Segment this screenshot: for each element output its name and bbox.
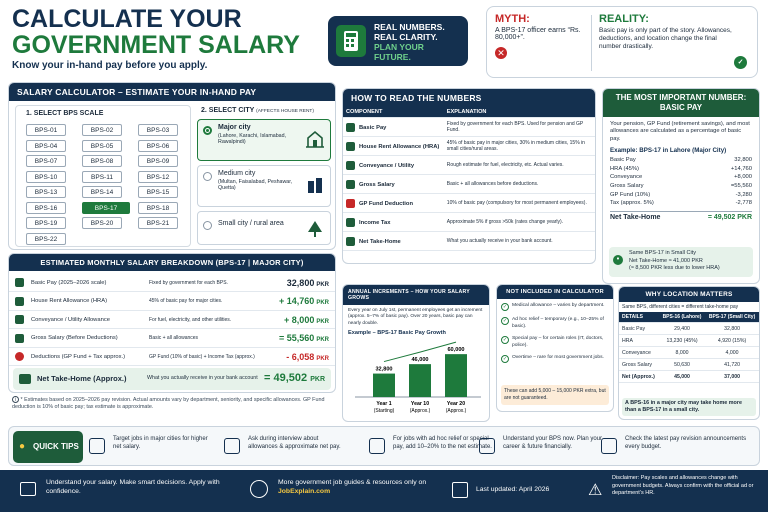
tick-label-sub: (Approx.) bbox=[409, 408, 431, 414]
check-circle-icon: ✓ bbox=[502, 337, 508, 343]
important-example: Example: BPS-17 in Lahore (Major City) bbox=[610, 147, 727, 155]
row-amount: + 8,000 bbox=[284, 314, 315, 325]
row-amount: - 6,058 bbox=[286, 351, 315, 362]
city-step-note: (AFFECTS HOUSE RENT) bbox=[256, 109, 314, 114]
table-row bbox=[343, 175, 595, 194]
myth-text: A BPS-17 officer earns “Rs. 80,000+”. bbox=[495, 27, 581, 41]
row-unit: PKR bbox=[316, 318, 329, 325]
bps-option[interactable]: BPS-13 bbox=[26, 186, 66, 198]
tips-label-box bbox=[13, 431, 83, 463]
city-desc: (Multan, Faisalabad, Peshawar, Quetta) bbox=[218, 179, 293, 191]
important-net-value: = 49,502 PKR bbox=[707, 213, 752, 221]
example-value: -2,778 bbox=[735, 200, 752, 207]
location-pin-icon: • bbox=[613, 255, 623, 265]
title-subtitle: Know your in-hand pay before you apply. bbox=[12, 60, 208, 71]
table-row bbox=[619, 359, 759, 371]
check-circle-icon: ✓ bbox=[502, 318, 508, 324]
increments-header: ANNUAL INCREMENTS – HOW YOUR SALARY GROWS bbox=[343, 285, 489, 305]
table-cell: 50,630 bbox=[659, 359, 705, 371]
car-icon bbox=[15, 315, 24, 324]
bps-option[interactable]: BPS-21 bbox=[138, 217, 178, 229]
reality-heading: REALITY: bbox=[599, 13, 649, 25]
col-component: COMPONENT bbox=[343, 107, 444, 118]
banner bbox=[328, 16, 468, 66]
banner-line-2: REAL CLARITY. bbox=[374, 32, 438, 42]
table-header-row bbox=[619, 312, 759, 323]
component-name: Income Tax bbox=[359, 219, 391, 226]
globe-icon bbox=[250, 480, 268, 498]
component-name: Net Take-Home bbox=[359, 238, 401, 245]
divider bbox=[591, 15, 592, 71]
component-name: GP Fund Deduction bbox=[359, 200, 413, 207]
howto-header: HOW TO READ THE NUMBERS bbox=[343, 89, 595, 107]
component-cell bbox=[343, 118, 444, 137]
row-unit: PKR bbox=[316, 281, 329, 288]
example-value: 32,800 bbox=[734, 157, 752, 164]
footer-item-2 bbox=[250, 478, 440, 496]
example-value: +14,760 bbox=[730, 165, 752, 172]
example-key: Tax (approx. 5%) bbox=[610, 200, 654, 207]
bps-option[interactable]: BPS-18 bbox=[138, 202, 178, 214]
row-label: House Rent Allowance (HRA) bbox=[31, 298, 108, 305]
column-header: DETAILS bbox=[619, 312, 659, 323]
bps-option[interactable]: BPS-08 bbox=[82, 155, 122, 167]
tip-text: Check the latest pay revision announcements every budget. bbox=[625, 436, 747, 450]
bps-option[interactable]: BPS-17 bbox=[82, 202, 130, 214]
myth-box bbox=[495, 13, 585, 59]
building-icon bbox=[224, 438, 240, 454]
footer-item-1 bbox=[20, 478, 220, 496]
table-cell: 32,800 bbox=[705, 323, 759, 335]
example-value: -3,280 bbox=[735, 191, 752, 198]
table-cell: HRA bbox=[619, 335, 659, 347]
bps-option[interactable]: BPS-16 bbox=[26, 202, 66, 214]
breakdown-row bbox=[9, 330, 335, 348]
table-row bbox=[343, 156, 595, 175]
table-cell: Conveyance bbox=[619, 347, 659, 359]
quick-tips bbox=[8, 426, 760, 466]
bps-option[interactable]: BPS-05 bbox=[82, 140, 122, 152]
city-panel bbox=[197, 105, 331, 247]
city-desc: (Lahore, Karachi, Islamabad, Rawalpindi) bbox=[218, 133, 287, 145]
location-note: A BPS-16 in a major city may take home more than a BPS-17 in a small city. bbox=[622, 398, 756, 416]
footer-text-2 bbox=[278, 478, 440, 496]
row-note: 45% of basic pay for major cities. bbox=[149, 298, 223, 305]
table-cell: Gross Salary bbox=[619, 359, 659, 371]
footer-item-4 bbox=[588, 475, 762, 498]
example-row bbox=[610, 165, 752, 174]
table-row bbox=[343, 213, 595, 232]
bps-option[interactable]: BPS-22 bbox=[26, 233, 66, 245]
notincluded-header: NOT INCLUDED IN CALCULATOR bbox=[497, 285, 613, 299]
book-icon bbox=[20, 482, 36, 496]
check-icon: ✓ bbox=[734, 56, 747, 69]
not-included bbox=[496, 284, 614, 412]
chart-icon bbox=[479, 438, 495, 454]
important-net bbox=[610, 211, 752, 221]
row-unit: PKR bbox=[316, 337, 329, 344]
row-unit: PKR bbox=[316, 355, 329, 362]
row-amount: + 14,760 bbox=[279, 296, 315, 307]
radio-selected[interactable] bbox=[203, 126, 212, 135]
calculator-icon bbox=[336, 25, 366, 57]
bps-option[interactable]: BPS-07 bbox=[26, 155, 66, 167]
component-cell bbox=[343, 213, 444, 232]
arrow-down-icon bbox=[346, 199, 355, 208]
table-cell: 45,000 bbox=[659, 371, 705, 383]
example-key: Conveyance bbox=[610, 174, 643, 181]
net-label: Net Take-Home (Approx.) bbox=[37, 374, 127, 383]
table-cell: 8,000 bbox=[659, 347, 705, 359]
component-cell bbox=[343, 156, 444, 175]
row-value bbox=[279, 333, 329, 343]
footer bbox=[0, 470, 768, 512]
check-circle-icon: ✓ bbox=[502, 304, 508, 310]
row-value bbox=[284, 315, 329, 325]
tip-text: Understand your BPS now. Plan your career & future financially. bbox=[503, 436, 603, 450]
row-value bbox=[287, 278, 329, 288]
footer-text-2a: More government job guides & resources only on bbox=[278, 479, 427, 486]
important-header: THE MOST IMPORTANT NUMBER: BASIC PAY bbox=[603, 89, 759, 117]
title-line-1: CALCULATE YOUR bbox=[12, 5, 242, 33]
shield-icon bbox=[601, 438, 617, 454]
why-location-matters bbox=[618, 286, 760, 420]
table-cell: 4,920 (15%) bbox=[705, 335, 759, 347]
list-item bbox=[501, 317, 609, 330]
example-key: GP Fund (10%) bbox=[610, 191, 651, 198]
data-label: 46,000 bbox=[411, 357, 429, 364]
calculator-icon bbox=[15, 334, 24, 343]
document-icon bbox=[369, 438, 385, 454]
list-item-text: Ad hoc relief – temporary (e.g., 10–25% of basic). bbox=[512, 317, 604, 329]
important-rows bbox=[603, 156, 759, 208]
table-cell: Net (Approx.) bbox=[619, 371, 659, 383]
row-value bbox=[279, 296, 329, 306]
breakdown-row bbox=[9, 293, 335, 311]
row-amount: 32,800 bbox=[286, 277, 315, 288]
net-amount: = 49,502 bbox=[264, 372, 308, 384]
component-name: House Rent Allowance (HRA) bbox=[359, 143, 440, 150]
data-label: 32,800 bbox=[375, 366, 393, 373]
footer-text-1: Understand your salary. Make smart decisions. Apply with confidence. bbox=[46, 479, 220, 495]
net-note: What you actually receive in your bank account bbox=[147, 375, 258, 381]
explanation-cell: Approximate 5% if gross >50k (rates change yearly). bbox=[444, 213, 595, 232]
table-cell: 4,000 bbox=[705, 347, 759, 359]
explanation-cell: 10% of basic pay (compulsory for most permanent employees). bbox=[444, 194, 595, 213]
increments-text: Every year on July 1st, permanent employees get an increment (approx. 5–7% of basic pay). Over 20 years, basic pay can nearly double. bbox=[348, 308, 483, 326]
example-row bbox=[610, 182, 752, 191]
row-note: GP Fund (10% of basic) + Income Tax (approx.) bbox=[149, 353, 255, 360]
breakdown-row bbox=[9, 274, 335, 292]
location-header: WHY LOCATION MATTERS bbox=[619, 287, 759, 302]
footer-text-3: Last updated: April 2026 bbox=[476, 486, 550, 493]
city-name: Medium city bbox=[218, 170, 256, 177]
bar bbox=[409, 364, 431, 397]
city-name: Major city bbox=[218, 124, 251, 131]
table-row bbox=[619, 371, 759, 383]
location-sub: Same BPS, different cities = different take-home pay bbox=[622, 304, 739, 310]
tick-label: Year 10 bbox=[410, 401, 430, 407]
title-line-2: GOVERNMENT SALARY bbox=[12, 31, 300, 59]
net-value bbox=[264, 372, 325, 384]
example-row bbox=[610, 199, 752, 208]
bank-icon bbox=[15, 278, 24, 287]
tick-label: Year 20 bbox=[446, 401, 466, 407]
row-note: Basic + all allowances bbox=[149, 335, 199, 342]
warning-icon: ⚠ bbox=[588, 482, 603, 499]
example-row bbox=[610, 156, 752, 165]
example-key: Gross Salary bbox=[610, 183, 644, 189]
bps-panel bbox=[15, 105, 191, 247]
salary-calculator bbox=[8, 82, 336, 250]
annual-increments bbox=[342, 284, 490, 422]
row-note: Fixed by government for each BPS. bbox=[149, 279, 228, 286]
page-title bbox=[12, 6, 332, 71]
row-label: Basic Pay (2025–2026 scale) bbox=[31, 279, 107, 286]
money-icon bbox=[346, 123, 355, 132]
banner-line-3: PLAN YOUR FUTURE. bbox=[374, 42, 424, 62]
banner-line-1: REAL NUMBERS. bbox=[374, 22, 445, 32]
bps-step-title: 1. SELECT BPS SCALE bbox=[26, 110, 104, 117]
small-city-line-3: (≈ 8,500 PKR less due to lower HRA) bbox=[629, 265, 720, 272]
net-unit: PKR bbox=[310, 376, 325, 383]
example-key: Basic Pay bbox=[610, 157, 636, 164]
example-value: +8,000 bbox=[734, 174, 752, 181]
table-row bbox=[343, 194, 595, 213]
table-row bbox=[343, 232, 595, 251]
example-key: HRA (45%) bbox=[610, 165, 639, 172]
footer-item-3 bbox=[452, 482, 582, 498]
table-cell: 41,720 bbox=[705, 359, 759, 371]
important-net-label: Net Take-Home bbox=[610, 213, 661, 221]
bps-option[interactable]: BPS-20 bbox=[82, 217, 122, 229]
coins-icon bbox=[346, 180, 355, 189]
row-label: Deductions (GP Fund + Tax approx.) bbox=[31, 353, 126, 360]
medium-city-icon bbox=[305, 176, 325, 194]
small-city-line-2: Net Take-Home ≈ 41,000 PKR bbox=[629, 257, 703, 264]
row-value bbox=[286, 352, 329, 362]
calendar-icon bbox=[452, 482, 468, 498]
house-icon bbox=[346, 142, 355, 151]
lightbulb-icon: ● bbox=[19, 441, 26, 452]
breakdown-row bbox=[9, 348, 335, 366]
small-city-box bbox=[609, 247, 753, 277]
example-row bbox=[610, 191, 752, 200]
wrong-icon: ✕ bbox=[495, 47, 507, 59]
list-item-text: Special pay – for certain roles (IT, doctors, police). bbox=[512, 336, 604, 348]
component-cell bbox=[343, 137, 444, 156]
bps-option[interactable]: BPS-01 bbox=[26, 124, 66, 136]
bps-option[interactable]: BPS-19 bbox=[26, 217, 66, 229]
table-row bbox=[619, 323, 759, 335]
reality-box bbox=[599, 13, 749, 51]
tick-label-sub: (Approx.) bbox=[445, 408, 467, 414]
house-icon bbox=[15, 297, 24, 306]
small-city-line-1: Same BPS-17 in Small City bbox=[629, 250, 696, 256]
notincluded-note: These can add 5,000 – 15,000 PKR extra, but are not guaranteed. bbox=[501, 385, 609, 405]
bar bbox=[373, 374, 395, 397]
explanation-cell: 45% of basic pay in major cities, 30% in medium cities, 15% in small cities/rural areas. bbox=[444, 137, 595, 156]
table-row bbox=[343, 118, 595, 137]
footer-text-4: Disclaimer: Pay scales and allowances change with government budgets. Always confirm with the official ad or department’s HR. bbox=[612, 475, 754, 496]
table-row bbox=[619, 335, 759, 347]
breakdown-header: ESTIMATED MONTHLY SALARY BREAKDOWN (BPS-17 | MAJOR CITY) bbox=[9, 254, 335, 271]
info-icon: i bbox=[12, 396, 19, 403]
component-cell bbox=[343, 232, 444, 251]
component-cell bbox=[343, 175, 444, 194]
bps-option[interactable]: BPS-03 bbox=[138, 124, 178, 136]
city-option-medium[interactable] bbox=[197, 165, 331, 207]
table-cell: 37,000 bbox=[705, 371, 759, 383]
bps-option[interactable]: BPS-14 bbox=[82, 186, 122, 198]
list-item-text: Overtime – rare for most government jobs. bbox=[512, 355, 604, 360]
table-cell: Basic Pay bbox=[619, 323, 659, 335]
row-note: For fuel, electricity, and other utilities. bbox=[149, 316, 232, 323]
increment-chart bbox=[345, 337, 489, 421]
reality-text: Basic pay is only part of the story. Allowances, deductions, and location change the final number drastically. bbox=[599, 27, 732, 50]
table-row bbox=[343, 137, 595, 156]
myth-reality-card bbox=[486, 6, 758, 78]
city-name: Small city / rural area bbox=[218, 220, 284, 227]
large-city-icon bbox=[305, 130, 325, 148]
explanation-cell: Basic + all allowances before deductions. bbox=[444, 175, 595, 194]
bps-option[interactable]: BPS-04 bbox=[26, 140, 66, 152]
radio-unselected[interactable] bbox=[203, 172, 212, 181]
col-explanation: EXPLANATION bbox=[444, 107, 595, 118]
row-unit: PKR bbox=[316, 300, 329, 307]
footnote-text: * Estimates based on 2025–2026 pay revision. Actual amounts vary by department, seniority, and specific allowances. GP Fund deduction is 10% of basic pay; tax estimate is approximate. bbox=[12, 397, 325, 410]
tick-label: Year 1 bbox=[376, 401, 392, 407]
bps-option[interactable]: BPS-15 bbox=[138, 186, 178, 198]
breakdown-footnote bbox=[12, 396, 332, 411]
bar bbox=[445, 354, 467, 397]
city-step-label: 2. SELECT CITY bbox=[201, 107, 255, 114]
column-header: BPS-16 (Lahore) bbox=[659, 312, 705, 323]
bps-option[interactable]: BPS-10 bbox=[26, 171, 66, 183]
row-label: Gross Salary (Before Deductions) bbox=[31, 335, 118, 342]
list-item bbox=[501, 303, 609, 311]
radio-unselected[interactable] bbox=[203, 221, 212, 230]
bps-option[interactable]: BPS-09 bbox=[138, 155, 178, 167]
explanation-cell: Rough estimate for fuel, electricity, etc. Actual varies. bbox=[444, 156, 595, 175]
explanation-cell: Fixed by government for each BPS. Used for pension and GP Fund. bbox=[444, 118, 595, 137]
table-cell: 13,230 (45%) bbox=[659, 335, 705, 347]
bank-icon bbox=[346, 218, 355, 227]
tip-text: Target jobs in major cities for higher net salary. bbox=[113, 436, 208, 450]
check-circle-icon: ✓ bbox=[502, 356, 508, 362]
component-name: Basic Pay bbox=[359, 124, 387, 131]
location-table bbox=[619, 312, 759, 383]
city-step-title bbox=[201, 107, 314, 114]
component-cell bbox=[343, 194, 444, 213]
bps-option[interactable]: BPS-02 bbox=[82, 124, 122, 136]
salary-breakdown bbox=[8, 253, 336, 393]
minus-icon bbox=[15, 352, 24, 361]
column-header: BPS-17 (Small City) bbox=[705, 312, 759, 323]
component-name: Conveyance / Utility bbox=[359, 162, 415, 169]
city-option-small[interactable] bbox=[197, 211, 331, 245]
table-row bbox=[619, 347, 759, 359]
breakdown-row bbox=[9, 311, 335, 329]
howto-table bbox=[343, 107, 595, 251]
list-item bbox=[501, 355, 609, 363]
city-option-major[interactable] bbox=[197, 119, 331, 161]
row-label: Conveyance / Utility Allowance bbox=[31, 316, 110, 323]
calculator-header: SALARY CALCULATOR – ESTIMATE YOUR IN-HAND PAY bbox=[9, 83, 335, 101]
component-name: Gross Salary bbox=[359, 181, 395, 188]
data-label: 60,000 bbox=[447, 347, 465, 354]
net-take-home-row bbox=[13, 368, 331, 390]
example-value: =55,560 bbox=[730, 183, 752, 189]
wallet-icon bbox=[346, 237, 355, 246]
important-text: Your pension, GP Fund (retirement savings), and most allowances are calculated as a percentage of basic pay. bbox=[610, 121, 750, 142]
row-amount: = 55,560 bbox=[279, 333, 315, 344]
how-to-read bbox=[342, 88, 596, 264]
list-item-text: Medical allowance – varies by department. bbox=[512, 303, 605, 308]
myth-heading: MYTH: bbox=[495, 13, 530, 25]
wallet-icon bbox=[19, 374, 31, 384]
location-pin-icon bbox=[89, 438, 105, 454]
bps-option[interactable]: BPS-11 bbox=[82, 171, 122, 183]
bps-option[interactable]: BPS-12 bbox=[138, 171, 178, 183]
tree-icon bbox=[305, 220, 325, 238]
chart-title: Example – BPS-17 Basic Pay Growth bbox=[348, 330, 446, 337]
bps-option[interactable]: BPS-06 bbox=[138, 140, 178, 152]
car-icon bbox=[346, 161, 355, 170]
site-link[interactable]: JobExplain.com bbox=[278, 488, 331, 495]
tip-text: Ask during interview about allowances & approximate net pay. bbox=[248, 436, 341, 450]
tick-label-sub: (Starting) bbox=[373, 408, 395, 414]
basic-pay-card bbox=[602, 88, 760, 284]
example-row bbox=[610, 173, 752, 182]
tip-text: For jobs with ad hoc relief or special pay, add 10–20% to the net estimate. bbox=[393, 436, 492, 450]
tips-label: QUICK TIPS bbox=[33, 442, 79, 451]
explanation-cell: What you actually receive in your bank account. bbox=[444, 232, 595, 251]
table-cell: 29,400 bbox=[659, 323, 705, 335]
list-item bbox=[501, 336, 609, 349]
